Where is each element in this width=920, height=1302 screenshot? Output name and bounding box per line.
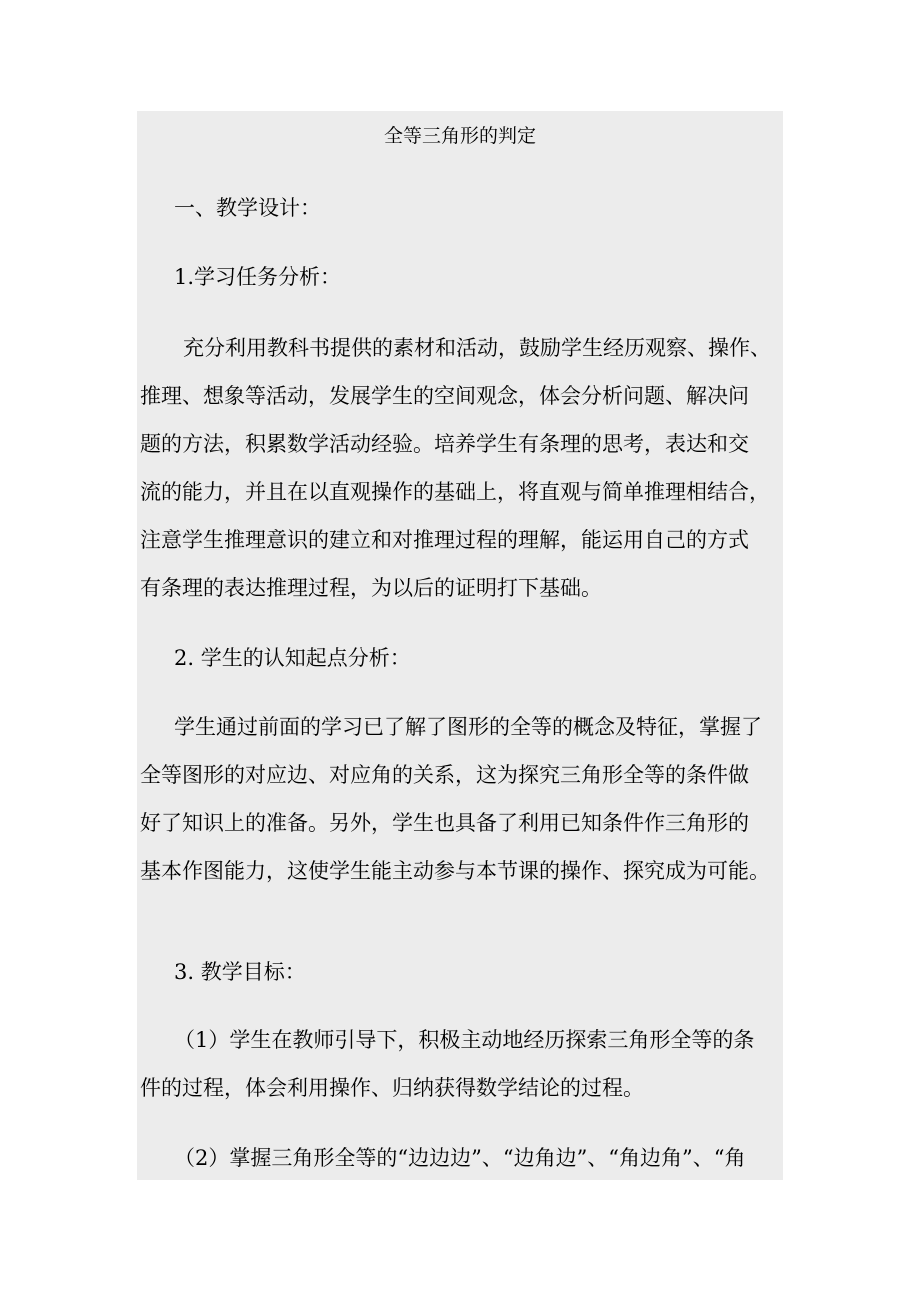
subsection-heading: 3. 教学目标： xyxy=(174,960,306,984)
paragraph-line: 件的过程，体会利用操作、归纳获得数学结论的过程。 xyxy=(140,1076,644,1100)
paragraph-line: 题的方法，积累数学活动经验。培养学生有条理的思考，表达和交 xyxy=(140,432,749,456)
paragraph-line: 全等图形的对应边、对应角的关系，这为探究三角形全等的条件做 xyxy=(140,763,749,787)
subsection-heading: 2. 学生的认知起点分析： xyxy=(174,646,411,670)
paragraph-line: 基本作图能力，这使学生能主动参与本节课的操作、探究成为可能。 xyxy=(140,859,770,883)
paragraph-line: 注意学生推理意识的建立和对推理过程的理解，能运用自己的方式 xyxy=(140,528,749,552)
paragraph-line: （1）学生在教师引导下，积极主动地经历探索三角形全等的条 xyxy=(174,1028,755,1052)
subsection-heading: 1.学习任务分析： xyxy=(174,265,342,289)
section-heading: 一、教学设计： xyxy=(174,196,321,220)
paragraph-line: 学生通过前面的学习已了解了图形的全等的概念及特征，掌握了 xyxy=(174,715,762,739)
paragraph-line: 好了知识上的准备。另外，学生也具备了利用已知条件作三角形的 xyxy=(140,811,749,835)
paragraph-line: 流的能力，并且在以直观操作的基础上，将直观与简单推理相结合， xyxy=(140,480,770,504)
paragraph-line: 推理、想象等活动，发展学生的空间观念，体会分析问题、解决问 xyxy=(140,384,749,408)
paragraph-line: （2）掌握三角形全等的“边边边”、“边角边”、“角边角”、“角 xyxy=(174,1146,746,1170)
paragraph-line: 充分利用教科书提供的素材和活动，鼓励学生经历观察、操作、 xyxy=(183,336,771,360)
paragraph-line: 有条理的表达推理过程，为以后的证明打下基础。 xyxy=(140,576,602,600)
document-title: 全等三角形的判定 xyxy=(383,125,536,147)
